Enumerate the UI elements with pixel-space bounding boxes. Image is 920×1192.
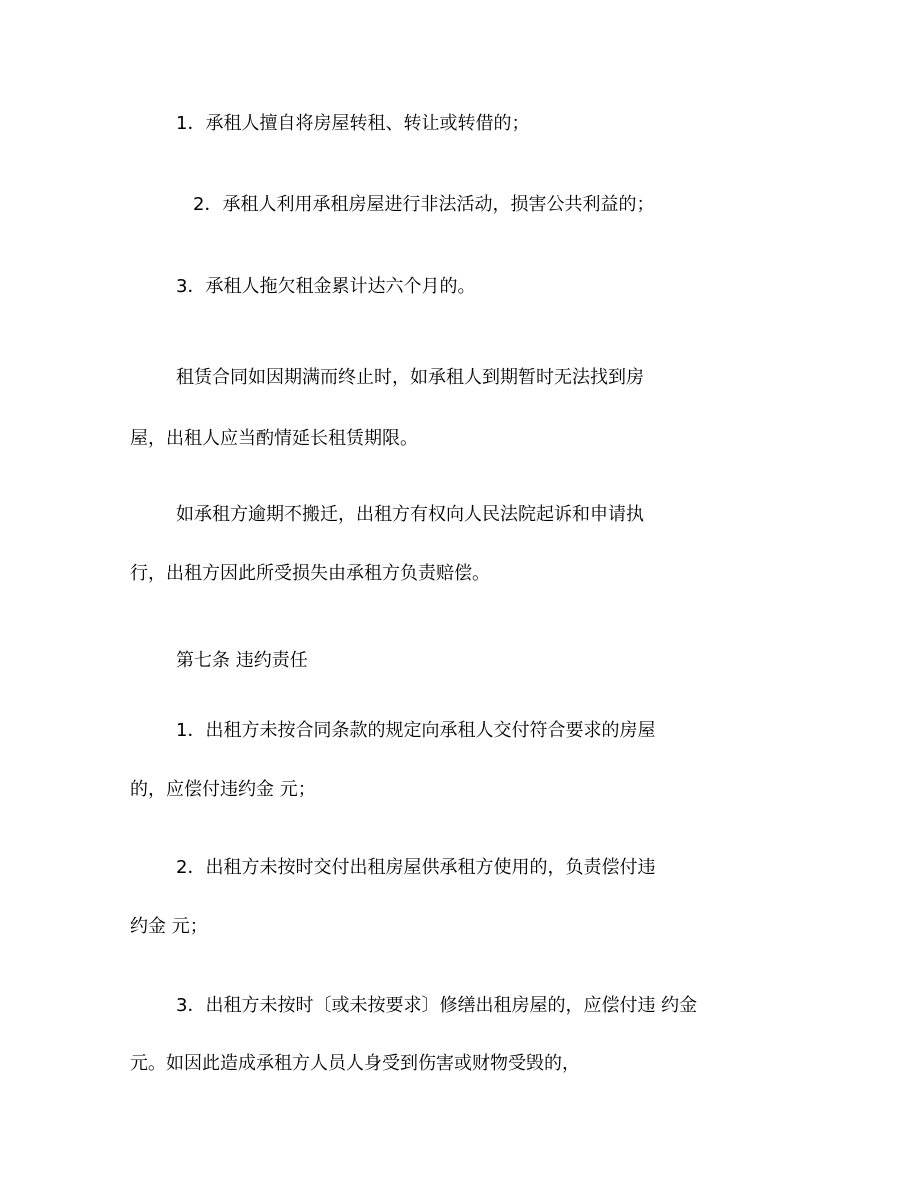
liability-item-1-line-1: 1．出租方未按合同条款的规定向承租人交付符合要求的房屋 [176, 720, 656, 741]
liability-item-2-line-1: 2．出租方未按时交付出租房屋供承租方使用的，负责偿付违 [176, 857, 656, 878]
clause-item-3-rent-arrears: 3．承租人拖欠租金累计达六个月的。 [176, 276, 476, 297]
clause-item-2-illegal-use: 2．承租人利用承租房屋进行非法活动，损害公共利益的； [193, 194, 655, 215]
paragraph-overdue-line-1: 如承租方逾期不搬迁，出租方有权向人民法院起诉和申请执 [176, 504, 644, 525]
article-7-heading: 第七条 违约责任 [176, 650, 308, 671]
liability-item-3-line-2: 元。如因此造成承租方人员人身受到伤害或财物受毁的， [130, 1053, 580, 1074]
paragraph-expiry-line-2: 屋，出租人应当酌情延长租赁期限。 [130, 428, 418, 449]
paragraph-expiry-line-1: 租赁合同如因期满而终止时，如承租人到期暂时无法找到房 [176, 367, 644, 388]
liability-item-3-line-1: 3．出租方未按时〔或未按要求〕修缮出租房屋的，应偿付违 约金 [176, 995, 698, 1016]
liability-item-1-line-2: 的，应偿付违约金 元； [130, 779, 316, 800]
liability-item-2-line-2: 约金 元； [130, 916, 208, 937]
clause-item-1-transfer: 1．承租人擅自将房屋转租、转让或转借的； [176, 113, 530, 134]
paragraph-overdue-line-2: 行，出租方因此所受损失由承租方负责赔偿。 [130, 563, 490, 584]
